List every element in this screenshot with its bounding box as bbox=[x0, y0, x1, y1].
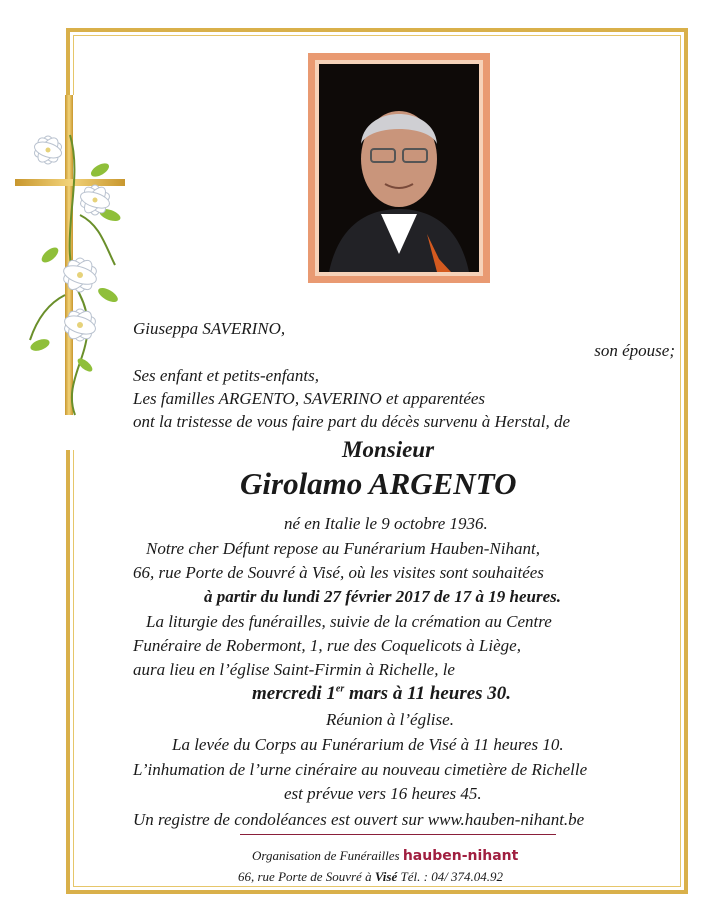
visits-line: à partir du lundi 27 février 2017 de 17 à 19 heures. bbox=[204, 587, 562, 606]
liturgy-line-2: Funéraire de Robermont, 1, rue des Coquelicots à Liège, bbox=[133, 636, 521, 655]
condolence-register-line: Un registre de condoléances est ouvert sur www.hauben-nihant.be bbox=[133, 810, 585, 829]
spouse-relation: son épouse; bbox=[594, 341, 675, 360]
liturgy-line-3: aura lieu en l’église Saint-Firmin à Richelle, le bbox=[133, 660, 455, 679]
honorific: Monsieur bbox=[342, 437, 435, 462]
funeral-organizer: Organisation de Funérailles hauben-nihant bbox=[252, 848, 519, 864]
inhumation-line-2: est prévue vers 16 heures 45. bbox=[284, 784, 482, 803]
inhumation-line-1: L’inhumation de l’urne cinéraire au nouveau cimetière de Richelle bbox=[133, 760, 588, 779]
children-line: Ses enfant et petits-enfants, bbox=[133, 366, 320, 385]
families-line: Les familles ARGENTO, SAVERINO et apparentées bbox=[133, 389, 486, 408]
organizer-address: 66, rue Porte de Souvré à Visé Tél. : 04/ 374.04.92 bbox=[238, 869, 504, 884]
repose-line-1: Notre cher Défunt repose au Funérarium Hauben-Nihant, bbox=[146, 539, 540, 558]
cross-with-flowers-icon bbox=[10, 95, 130, 450]
portrait-photo bbox=[319, 64, 479, 272]
funeral-date: mercredi 1er mars à 11 heures 30. bbox=[252, 683, 512, 704]
levee-line: La levée du Corps au Funérarium de Visé à 11 heures 10. bbox=[172, 735, 564, 754]
repose-line-2: 66, rue Porte de Souvré à Visé, où les visites sont souhaitées bbox=[133, 563, 544, 582]
announcement-line: ont la tristesse de vous faire part du décès survenu à Herstal, de bbox=[133, 412, 571, 431]
deceased-name: Girolamo ARGENTO bbox=[240, 466, 517, 501]
portrait-frame bbox=[308, 53, 490, 283]
organizer-logo: hauben-nihant bbox=[402, 848, 519, 864]
meeting-line: Réunion à l’église. bbox=[326, 710, 454, 729]
footer-divider bbox=[240, 834, 556, 835]
birth-line: né en Italie le 9 octobre 1936. bbox=[284, 514, 488, 533]
spouse-name: Giuseppa SAVERINO, bbox=[133, 319, 286, 338]
liturgy-line-1: La liturgie des funérailles, suivie de la crémation au Centre bbox=[146, 612, 552, 631]
